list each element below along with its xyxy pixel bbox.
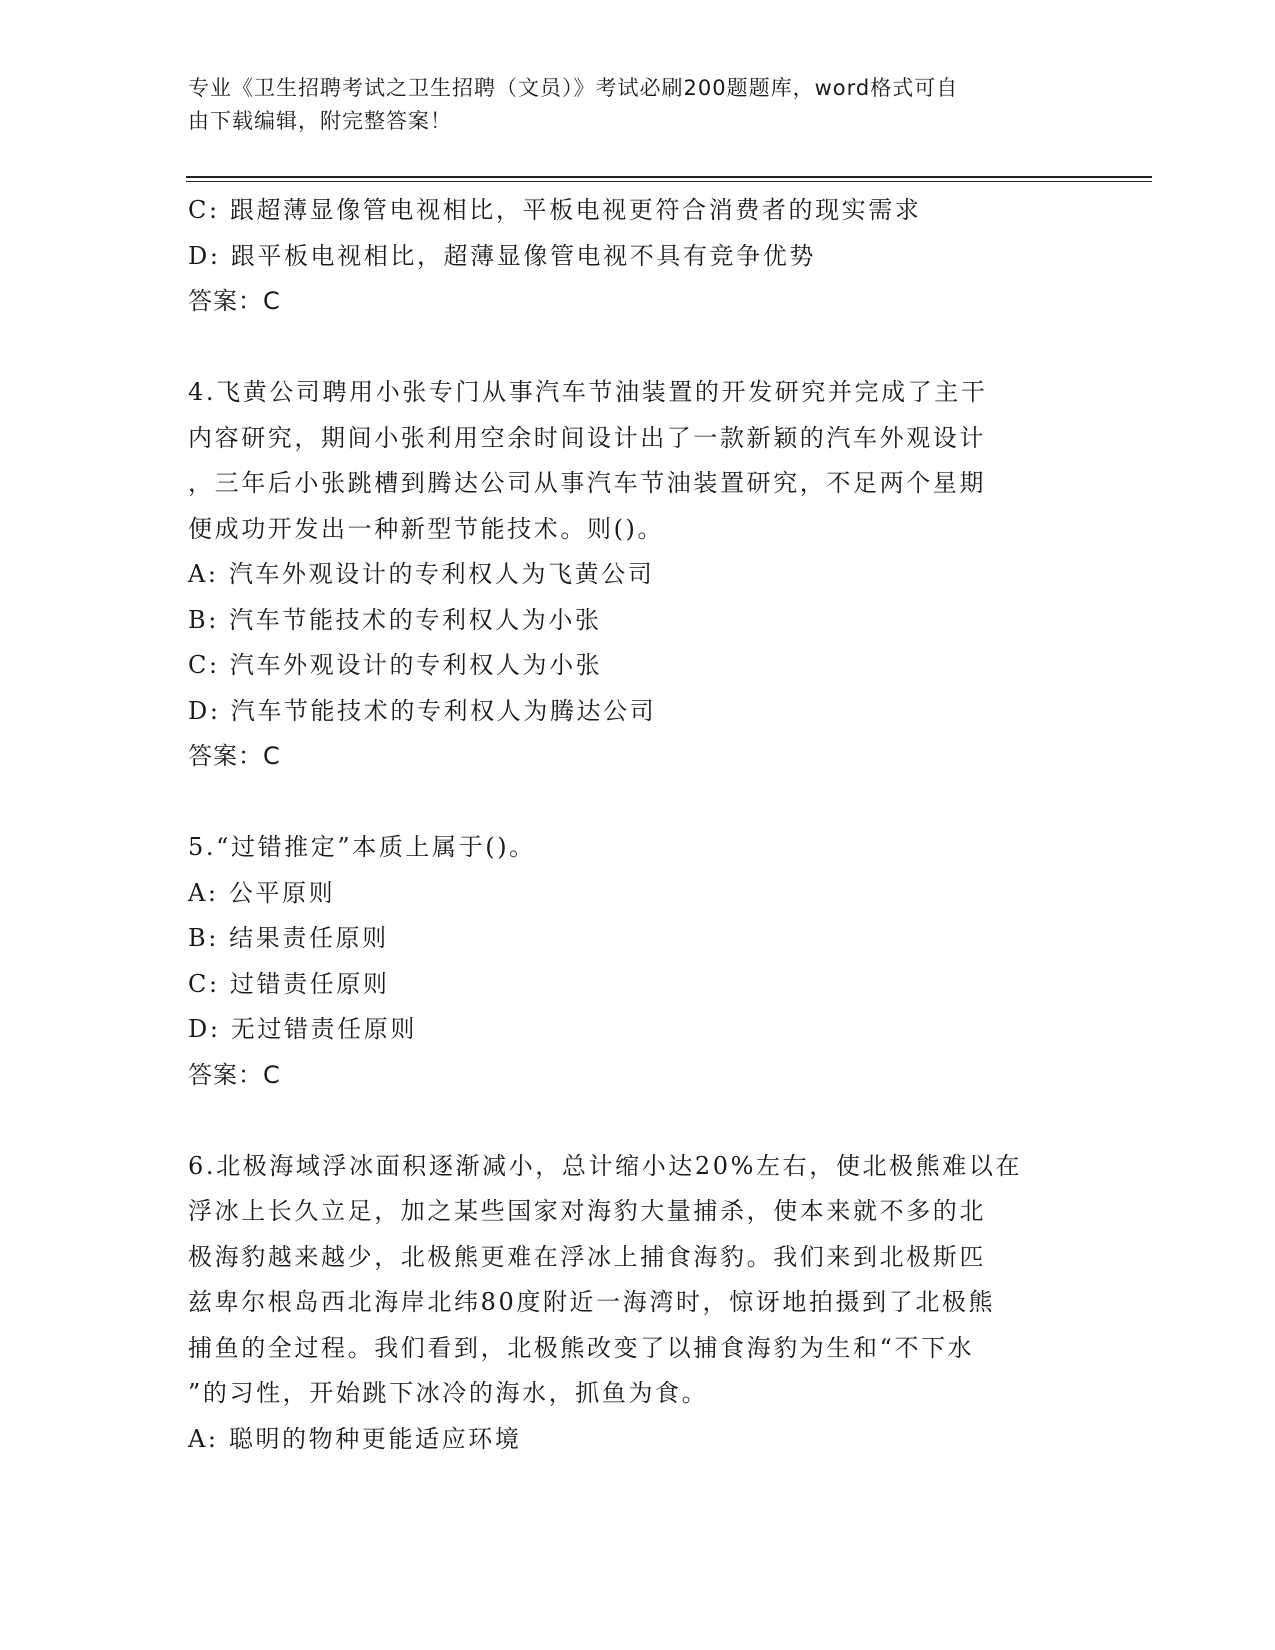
q5-option-c: C: 过错责任原则 (188, 969, 390, 998)
q6-stem-line: 极海豹越来越少，北极熊更难在浮冰上捕食海豹。我们来到北极斯匹 (188, 1242, 986, 1271)
question-4 (188, 370, 1088, 780)
q6-stem-line: 6.北极海域浮冰面积逐渐减小，总计缩小达20%左右，使北极熊难以在 (188, 1151, 1023, 1180)
q4-option-d: D: 汽车节能技术的专利权人为腾达公司 (188, 696, 657, 725)
document-body (188, 188, 1088, 1462)
q5-option-d: D: 无过错责任原则 (188, 1015, 417, 1043)
q4-option-b: B: 汽车节能技术的专利权人为小张 (188, 605, 602, 634)
spacer (188, 780, 1088, 826)
q4-option-c: C: 汽车外观设计的专利权人为小张 (188, 651, 603, 679)
question-6 (188, 1144, 1088, 1463)
q5-option-a: A: 公平原则 (188, 878, 336, 907)
document-header (188, 72, 1068, 138)
q4-stem-line: 便成功开发出一种新型节能技术。则()。 (188, 514, 665, 543)
spacer (188, 1098, 1088, 1144)
header-line-2: 由下载编辑，附完整答案！ (188, 109, 452, 133)
spacer (188, 325, 1088, 371)
q5-stem: 5.“过错推定”本质上属于()。 (188, 833, 536, 861)
q3-option-c: C: 跟超薄显像管电视相比，平板电视更符合消费者的现实需求 (188, 196, 922, 224)
q4-answer: 答案：C (188, 742, 281, 770)
question-3 (188, 188, 1088, 325)
q6-stem-line: 浮冰上长久立足，加之某些国家对海豹大量捕杀，使本来就不多的北 (188, 1197, 986, 1225)
q6-option-a: A: 聪明的物种更能适应环境 (188, 1424, 522, 1453)
q3-option-d: D: 跟平板电视相比，超薄显像管电视不具有竞争优势 (188, 241, 816, 270)
q3-answer: 答案：C (188, 287, 281, 315)
q4-stem-line: 内容研究，期间小张利用空余时间设计出了一款新颖的汽车外观设计 (188, 423, 986, 452)
q5-option-b: B: 结果责任原则 (188, 924, 389, 952)
q4-stem-line: ，三年后小张跳槽到腾达公司从事汽车节油装置研究，不足两个星期 (188, 469, 986, 497)
question-5 (188, 825, 1088, 1098)
q6-stem-line: ”的习性，开始跳下冰冷的海水，抓鱼为食。 (188, 1379, 709, 1407)
q4-option-a: A: 汽车外观设计的专利权人为飞黄公司 (188, 560, 655, 588)
q6-stem-line: 兹卑尔根岛西北海岸北纬80度附近一海湾时，惊讶地拍摄到了北极熊 (188, 1288, 996, 1316)
header-rule-thick (186, 176, 1152, 178)
q6-stem-line: 捕鱼的全过程。我们看到，北极熊改变了以捕食海豹为生和“不下水 (188, 1333, 975, 1362)
q5-answer: 答案：C (188, 1060, 281, 1089)
header-line-1: 专业《卫生招聘考试之卫生招聘（文员）》考试必刷200题题库，word格式可自 (188, 76, 959, 100)
q4-stem-line: 4.飞黄公司聘用小张专门从事汽车节油装置的开发研究并完成了主干 (188, 378, 988, 406)
header-rule-thin (186, 181, 1152, 182)
